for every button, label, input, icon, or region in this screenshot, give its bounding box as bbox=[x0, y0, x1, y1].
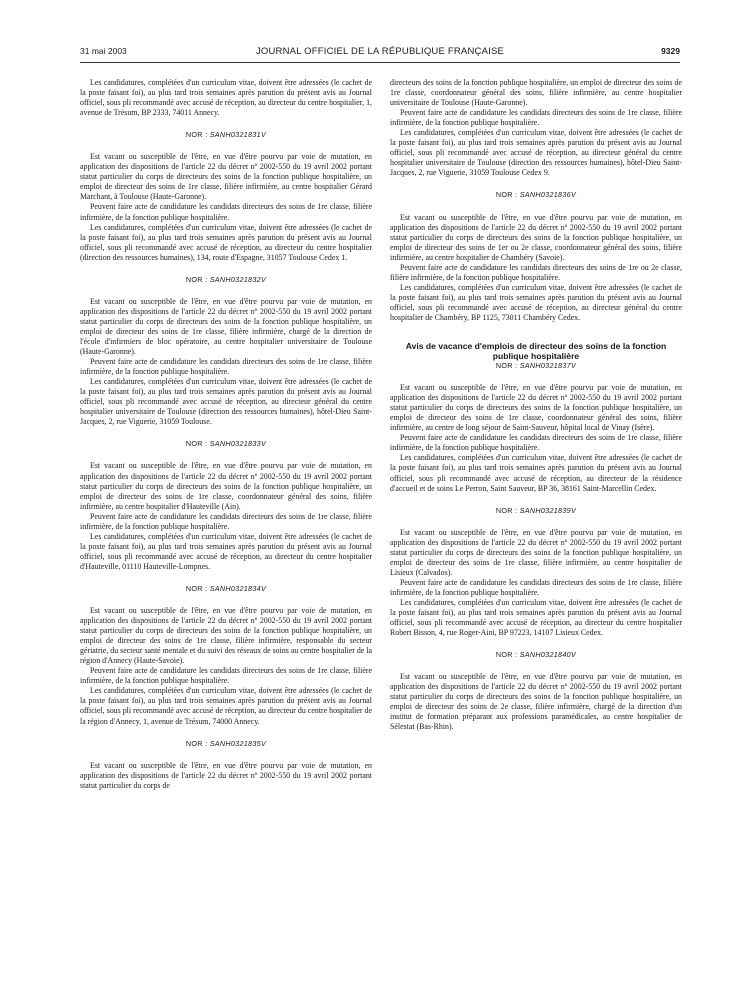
right-column bbox=[390, 78, 682, 732]
nor-reference bbox=[80, 275, 372, 285]
notice-paragraph: Les candidatures, complétées d'un curriculum vitae, doivent être adressées (le cachet de la poste faisant foi), au plus tard trois semaines après parution du présent avis au Journal officiel, sous pli recommandé avec accusé de réception, au directeur du centre hospitalier Robert Bisson, 4, rue Roger-Aini, BP 97223, 14107 Lisieux Cedex. bbox=[390, 597, 682, 638]
nor-label: NOR : bbox=[185, 274, 208, 284]
nor-reference bbox=[390, 650, 682, 660]
nor-code: SANH0321839V bbox=[519, 505, 577, 515]
notice-paragraph: Est vacant ou susceptible de l'être, en vue d'être pourvu par voie de mutation, en application des dispositions de l'article 22 du décret nº 2002-550 du 19 avril 2002 portant statut particulier du corps de directeurs des soins de la fonction publique hospitalière, un emploi de directeur des soins de 1er ou 2e classe, coordonnateur général des soins, filière infirmière, au centre hospitalier de Chambéry (Savoie). bbox=[390, 212, 682, 262]
nor-label: NOR : bbox=[495, 505, 518, 515]
notice-paragraph: Les candidatures, complétées d'un curriculum vitae, doivent être adressées (le cachet de la poste faisant foi), au plus tard trois semaines après parution du présent avis au Journal officiel, sous pli recommandé avec accusé de réception, au directeur de la résidence d'accueil et de soins Le Perron, Saint Sauveur, BP 36, 38161 Saint-Marcellin Cedex. bbox=[390, 453, 682, 493]
page-header bbox=[80, 46, 680, 60]
issue-date: 31 mai 2003 bbox=[80, 46, 127, 56]
notice-paragraph: Est vacant ou susceptible de l'être, en vue d'être pourvu par voie de mutation, en application des dispositions de l'article 22 du décret nº 2002-550 du 19 avril 2002 portant statut particulier du corps de bbox=[80, 760, 372, 790]
notice-paragraph: Peuvent faire acte de candidature les candidats directeurs des soins de 1re classe, filière infirmière, de la fonction publique hospitalière. bbox=[80, 202, 372, 222]
nor-reference bbox=[80, 439, 372, 449]
notice-paragraph: directeurs des soins de la fonction publique hospitalière, un emploi de directeur des soins de 1re classe, coordonnateur général des soins, filière infirmière, au centre hospitalier universitaire de Toulouse (Haute-Garonne). bbox=[390, 78, 682, 108]
notice-paragraph: Est vacant ou susceptible de l'être, en vue d'être pourvu par voie de mutation, en application des dispositions de l'article 22 du décret nº 2002-550 du 19 avril 2002 portant statut particulier du corps de directeurs des soins de la fonction publique hospitalière, un emploi de directeur des soins de 1re classe, coordonnateur général des soins, filière infirmière, au centre hospitalier d'Hauteville (Ain). bbox=[80, 461, 372, 511]
nor-label: NOR : bbox=[495, 650, 518, 660]
notice-paragraph: Est vacant ou susceptible de l'être, en vue d'être pourvu par voie de mutation, en application des dispositions de l'article 22 du décret nº 2002-550 du 19 avril 2002 portant statut particulier du corps de directeurs des soins de la fonction publique hospitalière, un emploi de directeur des soins de 1re classe, filière infirmière, au centre hospitalier Gérard Marchant, à Toulouse (Haute-Garonne). bbox=[80, 152, 372, 202]
nor-label: NOR : bbox=[185, 130, 208, 140]
notice-paragraph: Peuvent faire acte de candidature les candidats directeurs des soins de 1re classe, filière infirmière, de la fonction publique hospitalière. bbox=[80, 357, 372, 377]
nor-reference bbox=[390, 506, 682, 516]
notice-paragraph: Peuvent faire acte de candidature les candidats directeurs des soins de 1re classe, filière infirmière, de la fonction publique hospitalière. bbox=[80, 511, 372, 531]
notice-paragraph: Peuvent faire acte de candidature les candidats directeurs des soins de 1re classe, filière infirmière, de la fonction publique hospitalière. bbox=[80, 666, 372, 686]
page-number: 9329 bbox=[661, 46, 680, 56]
nor-code: SANH0321837V bbox=[519, 361, 577, 371]
notice-paragraph: Les candidatures, complétées d'un curriculum vitae, doivent être adressées (le cachet de la poste faisant foi), au plus tard trois semaines après parution du présent avis au Journal officiel, sous pli recommandé avec accusé de réception, au directeur du centre hospitalier de la région d'Annecy, 1, avenue de Trésum, 74000 Annecy. bbox=[80, 686, 372, 726]
notice-paragraph: Est vacant ou susceptible de l'être, en vue d'être pourvu par voie de mutation, en application des dispositions de l'article 22 du décret nº 2002-550 du 19 avril 2002 portant statut particulier du corps de directeurs des soins de la fonction publique hospitalière, un emploi de directeur des soins de 1re classe, coordonnateur général des soins, filière infirmière, au centre de long séjour de Saint-Sauveur, hôpital local de Vinay (Isère). bbox=[390, 383, 682, 433]
notice-paragraph: Les candidatures, complétées d'un curriculum vitae, doivent être adressées (le cachet de la poste faisant foi), au plus tard trois semaines après parution du présent avis au Journal officiel, sous pli recommandé avec accusé de réception, au directeur du centre hospitalier, 1, avenue de Trésum, BP 2333, 74011 Annecy. bbox=[80, 78, 372, 118]
nor-code: SANH0321834V bbox=[209, 583, 267, 593]
nor-code: SANH0321835V bbox=[209, 738, 267, 748]
nor-reference bbox=[80, 130, 372, 140]
nor-reference bbox=[390, 361, 682, 371]
notice-paragraph: Les candidatures, complétées d'un curriculum vitae, doivent être adressées (le cachet de la poste faisant foi), au plus tard trois semaines après parution du présent avis au Journal officiel, sous pli recommandé avec accusé de réception, au directeur général du centre hospitalier universitaire de Toulouse (direction des ressources humaines), hôtel-Dieu Saint-Jacques, 2, rue Viguerie, 31059 Toulouse Cedex 9. bbox=[390, 128, 682, 178]
nor-code: SANH0321836V bbox=[519, 190, 577, 200]
nor-reference bbox=[390, 190, 682, 200]
section-heading: Avis de vacance d'emplois de directeur des soins de la fonction publique hospitalière bbox=[405, 341, 667, 362]
header-rule bbox=[80, 62, 680, 63]
nor-code: SANH0321831V bbox=[209, 130, 267, 140]
notice-paragraph: Est vacant ou susceptible de l'être, en vue d'être pourvu par voie de mutation, en application des dispositions de l'article 22 du décret nº 2002-550 du 19 avril 2002 portant statut particulier du corps de directeurs des soins de la fonction publique hospitalière, un emploi de directeur des soins de 2e classe, filière infirmière, chargé de la direction d'un institut de formation préparant aux professions paramédicales, au centre hospitalier de Sélestat (Bas-Rhin). bbox=[390, 672, 682, 732]
notice-paragraph: Les candidatures, complétées d'un curriculum vitae, doivent être adressées (le cachet de la poste faisant foi), au plus tard trois semaines après parution du présent avis au Journal officiel, sous pli recommandé avec accusé de réception, au directeur du centre hospitalier d'Hauteville, 01110 Hauteville-Lompnes. bbox=[80, 531, 372, 571]
nor-label: NOR : bbox=[495, 361, 518, 371]
nor-code: SANH0321833V bbox=[209, 439, 267, 449]
notice-paragraph: Les candidatures, complétées d'un curriculum vitae, doivent être adressées (le cachet de la poste faisant foi), au plus tard trois semaines après parution du présent avis au Journal officiel, sous pli recommandé avec accusé de réception, au directeur général du centre hospitalier universitaire de Toulouse (direction des ressources humaines), hôtel-Dieu Saint-Jacques, 2, rue Viguerie, 31059 Toulouse. bbox=[80, 377, 372, 427]
nor-code: SANH0321840V bbox=[519, 650, 577, 660]
journal-title: JOURNAL OFFICIEL DE LA RÉPUBLIQUE FRANÇAISE bbox=[255, 46, 505, 57]
nor-reference bbox=[80, 584, 372, 594]
notice-paragraph: Peuvent faire acte de candidature les candidats directeurs des soins de 1re classe, filière infirmière, de la fonction publique hospitalière. bbox=[390, 433, 682, 453]
notice-paragraph: Les candidatures, complétées d'un curriculum vitae, doivent être adressées (le cachet de la poste faisant foi), au plus tard trois semaines après parution du présent avis au Journal officiel, sous pli recommandé avec accusé de réception, au directeur du centre hospitalier (direction des ressources humaines), 134, route d'Espagne, 31057 Toulouse Cedex 1. bbox=[80, 222, 372, 262]
notice-paragraph: Les candidatures, complétées d'un curriculum vitae, doivent être adressées (le cachet de la poste faisant foi), au plus tard trois semaines après parution du présent avis au Journal officiel, sous pli recommandé avec accusé de réception, au directeur général du centre hospitalier de Chambéry, BP 1125, 73011 Chambéry Cedex. bbox=[390, 282, 682, 322]
notice-paragraph: Peuvent faire acte de candidature les candidats directeurs des soins de 1re classe, filière infirmière, de la fonction publique hospitalière. bbox=[390, 108, 682, 128]
notice-paragraph: Est vacant ou susceptible de l'être, en vue d'être pourvu par voie de mutation, en application des dispositions de l'article 22 du décret nº 2002-550 du 19 avril 2002 portant statut particulier du corps de directeurs des soins de la fonction publique hospitalière, un emploi de directeur des soins de 1re classe, filière infirmière, responsable du secteur gériatrie, du secteur santé mentale et du suivi des réseaux de soins au centre hospitalier de la région d'Annecy (Haute-Savoie). bbox=[80, 606, 372, 666]
notice-paragraph: Peuvent faire acte de candidature les candidats directeurs des soins de 1re classe, filière infirmière, de la fonction publique hospitalière. bbox=[390, 577, 682, 597]
notice-paragraph: Peuvent faire acte de candidature les candidats directeurs des soins de 1re ou 2e classe, filière infirmière, de la fonction publique hospitalière. bbox=[390, 262, 682, 282]
left-column bbox=[80, 78, 372, 791]
nor-code: SANH0321832V bbox=[209, 274, 267, 284]
nor-label: NOR : bbox=[185, 738, 208, 748]
nor-label: NOR : bbox=[185, 439, 208, 449]
nor-reference bbox=[80, 739, 372, 749]
nor-label: NOR : bbox=[495, 190, 518, 200]
nor-label: NOR : bbox=[185, 583, 208, 593]
notice-paragraph: Est vacant ou susceptible de l'être, en vue d'être pourvu par voie de mutation, en application des dispositions de l'article 22 du décret nº 2002-550 du 19 avril 2002 portant statut particulier du corps de directeurs des soins de la fonction publique hospitalière, un emploi de directeur des soins de 1re classe, filière infirmière, au centre hospitalier de Lisieux (Calvados). bbox=[390, 527, 682, 577]
notice-paragraph: Est vacant ou susceptible de l'être, en vue d'être pourvu par voie de mutation, en application des dispositions de l'article 22 du décret nº 2002-550 du 19 avril 2002 portant statut particulier du corps de directeurs des soins de la fonction publique hospitalière, un emploi de directeur des soins de 1re classe, filière infirmière, chargé de la direction de l'école d'infirmiers de bloc opératoire, au centre hospitalier universitaire de Toulouse (Haute-Garonne). bbox=[80, 296, 372, 357]
